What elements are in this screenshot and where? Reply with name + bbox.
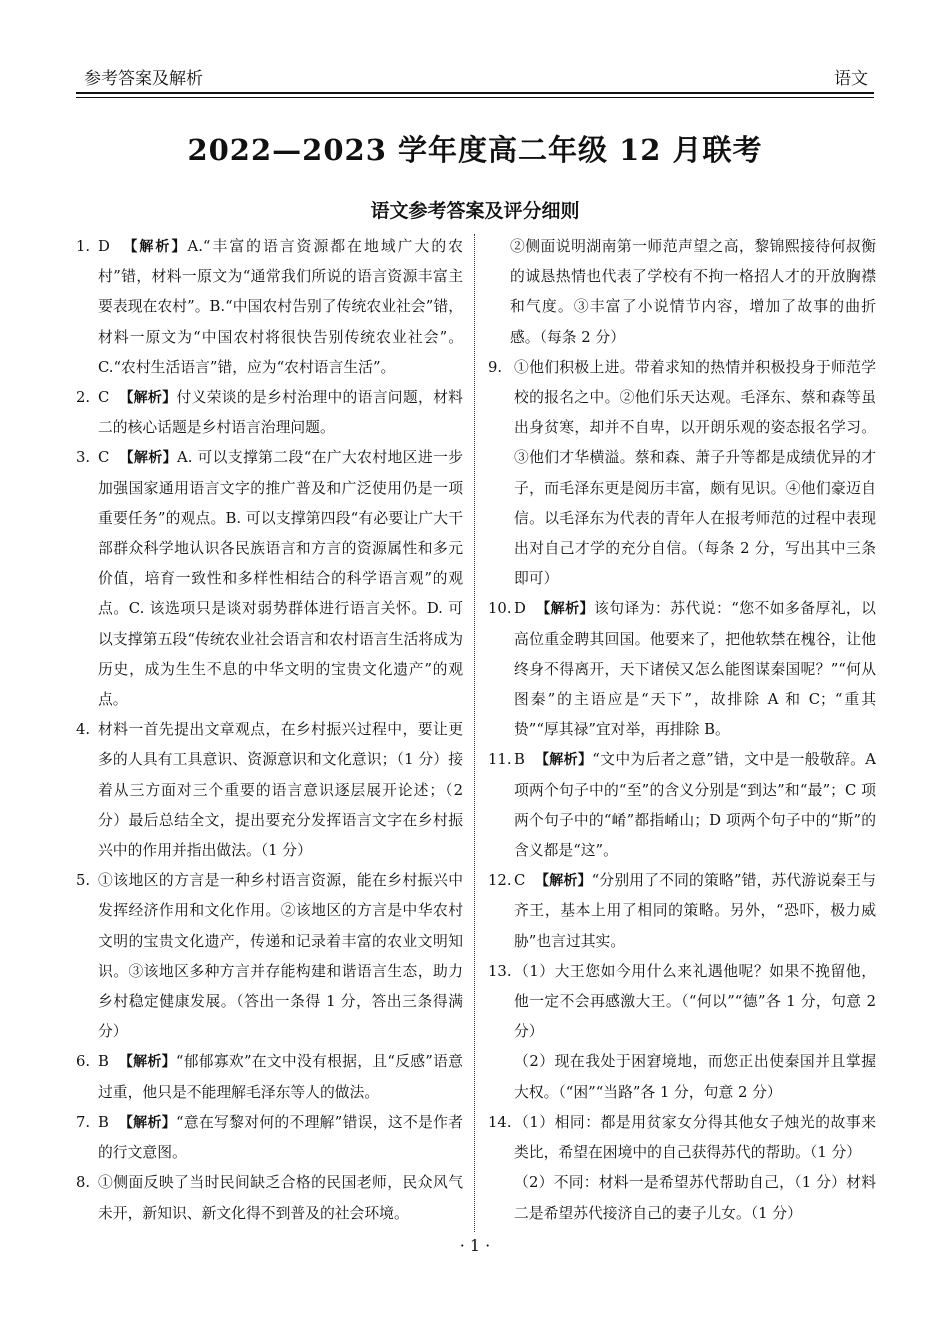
answer-item-2 — [76, 383, 463, 443]
item-number: 3. — [76, 449, 91, 467]
answer-item-14-part-2: （2）不同：材料一是希望苏代帮助自己，（1 分）材料二是希望苏代接济自己的妻子儿女。（1 分） — [514, 1174, 876, 1222]
answer-item-5 — [76, 866, 463, 1047]
answer-item-13 — [488, 957, 876, 1048]
answer-item-3 — [76, 443, 463, 715]
answer-letter: C — [98, 449, 110, 467]
answer-text: （1）相同：都是用贫家女分得其他女子烛光的故事来类比，希望在困境中的自己获得苏代的帮助。（1 分） — [514, 1113, 876, 1162]
right-column — [488, 232, 876, 1229]
answer-text: （1）大王您如今用什么来礼遇他呢？如果不挽留他，他一定不会再感激大王。（“何以”“德”各 1 分，句意 2 分） — [514, 962, 876, 1041]
answer-text: A.“丰富的语言资源都在地域广大的农村”错，材料一原文为“通常我们所说的语言资源丰富主要表现在农村”。B.“中国农村告别了传统农业社会”错，材料一原文为“中国农村将很快告别传统农业社会”。C.“农村生活语言”错，应为“农村语言生活”。 — [98, 238, 463, 376]
answer-text: ①侧面反映了当时民间缺乏合格的民国老师，民众风气未开，新知识、新文化得不到普及的社会环境。 — [98, 1174, 463, 1222]
analysis-tag: 【解析】 — [119, 450, 178, 467]
answer-item-11 — [488, 745, 876, 866]
answer-text: “意在写黎对何的不理解”错误，这不是作者的行文意图。 — [98, 1113, 463, 1162]
answer-item-1 — [76, 232, 463, 383]
page-header — [76, 58, 874, 94]
item-number: 2. — [76, 389, 91, 407]
answer-letter: D — [514, 600, 526, 618]
answer-item-8 — [76, 1168, 463, 1228]
item-number: 7. — [76, 1113, 91, 1131]
answer-letter: D — [98, 238, 110, 255]
answer-letter: B — [514, 751, 525, 769]
answer-item-8-continued: ②侧面说明湖南第一师范声望之高，黎锦熙接待何叔衡的诚恳热情也代表了学校有不拘一格招人才的开放胸襟和气度。③丰富了小说情节内容，增加了故事的曲折感。（每条 2 分） — [510, 238, 876, 346]
header-left-label: 参考答案及解析 — [84, 69, 203, 89]
answer-letter: B — [98, 1053, 109, 1071]
analysis-tag: 【解析】 — [536, 601, 594, 618]
answer-text: ①他们积极上进。带着求知的热情并积极投身于师范学校的报名之中。②他们乐天达观。毛泽东、蔡和森等虽出身贫寒，却并不自卑，以开朗乐观的姿态报名学习。③他们才华横溢。蔡和森、萧子升等都是成绩优异的才子，而毛泽东更是阅历丰富，颇有见识。④他们豪迈自信。以毛泽东为代表的青年人在报考师范的过程中表现出对自己才学的充分自信。（每条 2 分，写出其中三条即可） — [514, 358, 876, 588]
answer-text: 付义荣谈的是乡村治理中的语言问题，材料二的核心话题是乡村语言治理问题。 — [98, 389, 463, 437]
page-number: · 1 · — [459, 1236, 491, 1255]
analysis-tag: 【解析】 — [123, 239, 188, 255]
answer-text: “文中为后者之意”错，文中是一般敬辞。A 项两个句子中的“至”的含义分别是“到达”和“最”；C 项两个句子中的“崤”都指崤山；D 项两个句子中的“斯”的含义都是“这”。 — [514, 751, 876, 860]
page-title: 2022—2023 学年度高二年级 12 月联考 — [187, 133, 763, 167]
answer-text: 该句译为：苏代说：“您不如多备厚礼，以高位重金聘其回国。他要来了，把他软禁在槐谷，让他终身不得离开，天下诸侯又怎么能图谋秦国呢？”“何从图秦”的主语应是“天下”，故排除 A 和 C；“重其贽”“厚其禄”宜对举，再排除 B。 — [514, 600, 876, 739]
answer-item-13-part-2: （2）现在我处于困窘境地，而您正出使秦国并且掌握大权。（“困”“当路”各 1 分，句意 2 分） — [514, 1053, 876, 1101]
answer-item-6 — [76, 1047, 463, 1107]
item-number: 14. — [488, 1113, 512, 1131]
answer-item-7 — [76, 1108, 463, 1168]
answer-letter: C — [514, 872, 526, 890]
analysis-tag: 【解析】 — [535, 873, 592, 890]
item-number: 4. — [76, 721, 91, 739]
answer-text: ①该地区的方言是一种乡村语言资源，能在乡村振兴中发挥经济作用和文化作用。②该地区的方言是中华农村文明的宝贵文化遗产，传递和记录着丰富的农业文明知识。③该地区多种方言并存能构建和谐语言生态，助力乡村稳定健康发展。（答出一条得 1 分，答出三条得满分） — [98, 872, 463, 1041]
column-divider — [474, 234, 475, 1232]
left-column — [76, 232, 463, 1229]
item-number: 6. — [76, 1053, 91, 1071]
item-number: 5. — [76, 872, 91, 890]
analysis-tag: 【解析】 — [534, 752, 593, 769]
analysis-tag: 【解析】 — [118, 1054, 176, 1071]
item-number: 12. — [488, 872, 512, 890]
answer-letter: C — [98, 389, 110, 407]
answer-item-10 — [488, 594, 876, 745]
item-number: 13. — [488, 962, 512, 980]
answer-text: “郁郁寡欢”在文中没有根据，且“反感”语意过重，他只是不能理解毛泽东等人的做法。 — [98, 1053, 463, 1101]
answer-item-4 — [76, 715, 463, 866]
item-number: 8. — [76, 1174, 91, 1192]
answer-item-12 — [488, 866, 876, 957]
item-number: 9. — [488, 358, 503, 376]
answer-text: 材料一首先提出文章观点，在乡村振兴过程中，要让更多的人具有工具意识、资源意识和文化意识；（1 分）接着从三方面对三个重要的语言意识逐层展开论述；（2 分）最后总结全文，提出要充分发挥语言文字在乡村振兴中的作用并指出做法。（1 分） — [98, 721, 463, 860]
answer-text: A. 可以支撑第二段“在广大农村地区进一步加强国家通用语言文字的推广普及和广泛使用仍是一项重要任务”的观点。B. 可以支撑第四段“有必要让广大干部群众科学地认识各民族语言和方言的资源属性和多元价值，培育一致性和多样性相结合的科学语言观”的观点。C. 该选项只是谈对弱势群体进行语言关怀。D. 可以支撑第五段“传统农业社会语言和农村语言生活将成为历史，成为生生不息的中华文明的宝贵文化遗产”的观点。 — [98, 449, 463, 709]
answer-item-9 — [488, 353, 876, 595]
answer-letter: B — [98, 1113, 109, 1131]
analysis-tag: 【解析】 — [119, 390, 177, 407]
answer-item-14 — [488, 1108, 876, 1168]
page-subtitle: 语文参考答案及评分细则 — [370, 200, 580, 222]
item-number: 1. — [76, 238, 91, 255]
item-number: 11. — [488, 751, 512, 769]
header-subject-label: 语文 — [834, 69, 868, 89]
header-rule-thin — [76, 97, 874, 98]
header-rule-thick — [76, 92, 874, 94]
item-number: 10. — [488, 600, 512, 618]
analysis-tag: 【解析】 — [118, 1114, 177, 1131]
answer-text: “分别用了不同的策略”错，苏代游说秦王与齐王，基本上用了相同的策略。另外，“恐吓，极力威胁”也言过其实。 — [514, 872, 876, 950]
